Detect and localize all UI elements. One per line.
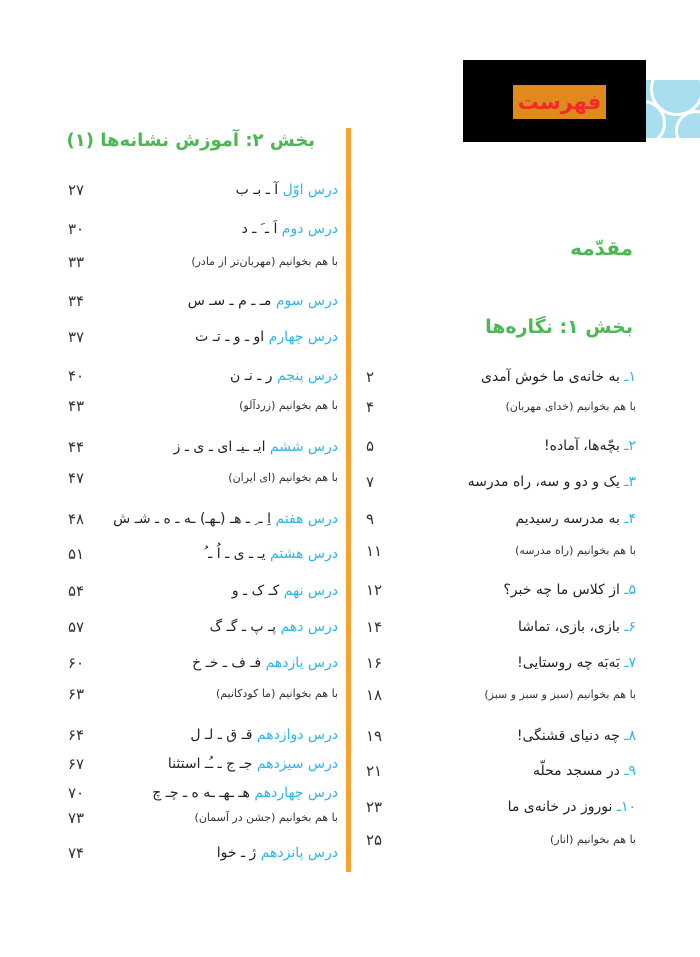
- toc-entry-number: ۸ـ: [624, 728, 636, 744]
- toc-entry-reading: [228, 466, 338, 490]
- toc-entry-text: بچّه‌ها، آماده!: [544, 438, 620, 454]
- toc-entry-number: ۳ـ: [624, 474, 636, 490]
- toc-entry-title: [113, 507, 338, 531]
- toc-entry-text: نوروز در خانه‌ی ما: [507, 799, 613, 815]
- toc-page-number: ۲: [366, 368, 375, 386]
- toc-page-number: ۵۱: [68, 545, 85, 563]
- toc-entry-number: درس اوّل: [282, 182, 338, 198]
- toc-entry-text: قـ ق ـ لـ ل: [190, 727, 253, 743]
- toc-entry-text: با هم بخوانیم (ای ایران): [228, 471, 338, 484]
- page-title: فهرست: [513, 85, 606, 119]
- toc-entry-title: [168, 752, 338, 776]
- toc-entry-number: ۵ـ: [624, 582, 636, 598]
- toc-entry: [0, 651, 700, 675]
- toc-page-number: ۱۴: [366, 618, 383, 636]
- toc-entry-number: درس سوم: [275, 293, 338, 309]
- toc-entry: [0, 250, 700, 274]
- toc-entry-text: کـ ک ـ و: [231, 583, 280, 599]
- toc-entry: [0, 841, 700, 865]
- toc-page-number: ۱۲: [366, 581, 383, 599]
- toc-entry-text: با هم بخوانیم (خدای مهربان): [505, 400, 636, 413]
- toc-entry-text: چه دنیای قشنگی!: [516, 728, 620, 744]
- toc-page-number: ۷۴: [68, 844, 85, 862]
- toc-entry-number: درس ششم: [269, 439, 338, 455]
- toc-entry-number: ۹ـ: [624, 763, 636, 779]
- toc-entry-text: ر ـ نـ ن: [230, 368, 273, 384]
- toc-page-number: ۷۳: [68, 809, 85, 827]
- toc-entry-reading: [195, 806, 338, 830]
- toc-page-number: ۵۴: [68, 582, 85, 600]
- toc-page-number: ۳۴: [68, 292, 85, 310]
- toc-page-number: ۴۸: [68, 510, 85, 528]
- toc-entry-title: [204, 542, 338, 566]
- toc-entry: [0, 615, 700, 639]
- toc-entry-title: [188, 289, 338, 313]
- toc-page-number: ۴۴: [68, 438, 85, 456]
- toc-entry-title: [195, 325, 338, 349]
- toc-entry-text: ایـ ـیـ ای ـ ی ـ ز: [173, 439, 266, 455]
- toc-entry-title: [217, 841, 338, 865]
- toc-entry-number: ۷ـ: [624, 655, 636, 671]
- toc-entry-text: فـ ف ـ خـ خ: [192, 655, 262, 671]
- toc-entry: [0, 682, 700, 706]
- toc-entry-text: مـ ـ م ـ سـ س: [187, 293, 272, 309]
- toc-entry-text: با هم بخوانیم (راه مدرسه): [515, 544, 636, 557]
- toc-entry-reading: [239, 394, 338, 418]
- toc-entry-title: [230, 364, 338, 388]
- toc-entry-number: درس پنجم: [276, 368, 338, 384]
- toc-entry: [0, 289, 700, 313]
- toc-entry-text: از کلاس ما چه خبر؟: [503, 582, 620, 598]
- toc-page-number: ۱۱: [366, 542, 383, 560]
- toc-page-number: ۲۷: [68, 181, 85, 199]
- toc-page-number: ۶۷: [68, 755, 85, 773]
- toc-page-number: ۹: [366, 510, 375, 528]
- toc-page-number: ۱۸: [366, 686, 383, 704]
- toc-entry: [0, 178, 700, 202]
- toc-entry-number: ۴ـ: [624, 511, 636, 527]
- toc-entry-text: با هم بخوانیم (زردآلو): [239, 399, 338, 412]
- toc-entry-title: [152, 781, 338, 805]
- toc-entry-text: جـ ج ـ ـُـ استثنا: [167, 756, 253, 772]
- intro-heading: مقدّمه: [570, 236, 633, 260]
- toc-page-number: ۲۳: [366, 798, 383, 816]
- toc-entry-text: با هم بخوانیم (سبز و سبز و سبز): [484, 688, 636, 701]
- toc-entry-text: یک و دو و سه، راه مدرسه: [467, 474, 620, 490]
- toc-page-number: ۳۷: [68, 328, 85, 346]
- toc-entry-reading: [216, 682, 338, 706]
- toc-entry-number: ۶ـ: [624, 619, 636, 635]
- toc-entry-text: با هم بخوانیم (انار): [550, 833, 636, 846]
- toc-page-number: ۷: [366, 473, 375, 491]
- toc-page-number: ۴۳: [68, 397, 85, 415]
- toc-entry-text: اَ ـ َ ـ د: [241, 221, 278, 237]
- toc-entry-reading: [191, 250, 338, 274]
- toc-page-number: ۳۰: [68, 220, 85, 238]
- toc-entry-title: [236, 178, 338, 202]
- toc-entry: [0, 507, 700, 531]
- toc-entry: [0, 781, 700, 805]
- toc-entry-number: درس پانزدهم: [260, 845, 338, 861]
- toc-page-number: ۵: [366, 437, 375, 455]
- toc-page-number: ۶۴: [68, 726, 85, 744]
- toc-entry-text: پـ پ ـ گـ گ: [209, 619, 277, 635]
- toc-page-number: ۴۰: [68, 367, 85, 385]
- toc-entry-number: ۱ـ: [624, 369, 636, 385]
- toc-entry-text: با هم بخوانیم (جشن در آسمان): [194, 811, 338, 824]
- toc-page-number: ۶۳: [68, 685, 85, 703]
- toc-entry: [0, 752, 700, 776]
- toc-page-number: ۱۹: [366, 727, 383, 745]
- toc-page-number: ۶۰: [68, 654, 85, 672]
- toc-entry-text: آ ـ بـ ب: [235, 182, 279, 198]
- toc-entry: [0, 435, 700, 459]
- toc-entry-text: یـ ـ ی ـ اُ ـ ُ: [204, 546, 266, 562]
- toc-page-number: ۴: [366, 398, 375, 416]
- toc-entry-text: او ـ و ـ تـ ت: [195, 329, 265, 345]
- toc-page-number: ۳۳: [68, 253, 85, 271]
- toc-entry-number: درس دوازدهم: [256, 727, 338, 743]
- toc-page-number: ۱۶: [366, 654, 383, 672]
- title-banner: [463, 60, 646, 142]
- toc-entry-title: [190, 723, 338, 747]
- toc-entry-number: درس هفتم: [275, 511, 338, 527]
- toc-entry-text: به خانه‌ی ما خوش آمدی: [480, 369, 620, 385]
- toc-page-number: ۴۷: [68, 469, 85, 487]
- toc-entry-text: اِ ـ ِ ـ هـ (ـهـ) ـه ـ ه ـ شـ ش: [113, 511, 271, 527]
- toc-page-number: ۵۷: [68, 618, 85, 636]
- toc-entry-title: [174, 435, 338, 459]
- toc-page-number: ۲۱: [366, 762, 383, 780]
- toc-entry-number: درس نهم: [283, 583, 338, 599]
- decorative-cloud-pattern: [640, 80, 700, 138]
- toc-entry-text: به مدرسه رسیدیم: [515, 511, 620, 527]
- toc-entry: [0, 542, 700, 566]
- toc-entry-title: [192, 651, 338, 675]
- toc-entry-title: [210, 615, 338, 639]
- toc-entry: [0, 325, 700, 349]
- toc-entry-text: هـ ـهـ ـه ه ـ چـ چ: [152, 785, 250, 801]
- toc-entry-number: درس سیزدهم: [256, 756, 338, 772]
- toc-entry-number: ۱۰ـ: [616, 799, 636, 815]
- toc-page-number: ۷۰: [68, 784, 85, 802]
- toc-entry-number: ۲ـ: [624, 438, 636, 454]
- toc-entry-text: بَه‌بَه چه روستایی!: [517, 655, 620, 671]
- toc-entry-text: ژ ـ خوا: [216, 845, 257, 861]
- toc-entry: [0, 579, 700, 603]
- toc-entry-title: [232, 579, 338, 603]
- toc-page-number: ۲۵: [366, 831, 383, 849]
- toc-entry: [0, 806, 700, 830]
- toc-entry: [0, 217, 700, 241]
- toc-entry-number: درس هشتم: [270, 546, 338, 562]
- toc-entry: [0, 723, 700, 747]
- toc-entry: [0, 394, 700, 418]
- toc-entry-text: با هم بخوانیم (مهربان‌تر از مادر): [191, 255, 338, 268]
- toc-entry: [0, 466, 700, 490]
- toc-entry-number: درس چهاردهم: [254, 785, 338, 801]
- toc-entry-number: درس چهارم: [268, 329, 338, 345]
- toc-entry-number: درس دهم: [280, 619, 338, 635]
- toc-entry-text: با هم بخوانیم (ما کودکانیم): [215, 687, 338, 700]
- toc-entry-number: درس یازدهم: [265, 655, 338, 671]
- section1-heading: بخش ۱: نگاره‌ها: [485, 316, 633, 338]
- toc-entry-text: بازی، بازی، تماشا: [517, 619, 620, 635]
- section2-heading: بخش ۲: آموزش نشانه‌ها (۱): [66, 130, 315, 151]
- toc-entry-number: درس دوم: [281, 221, 338, 237]
- toc-entry-text: در مسجد محلّه: [532, 763, 620, 779]
- toc-entry-title: [242, 217, 338, 241]
- toc-entry: [0, 364, 700, 388]
